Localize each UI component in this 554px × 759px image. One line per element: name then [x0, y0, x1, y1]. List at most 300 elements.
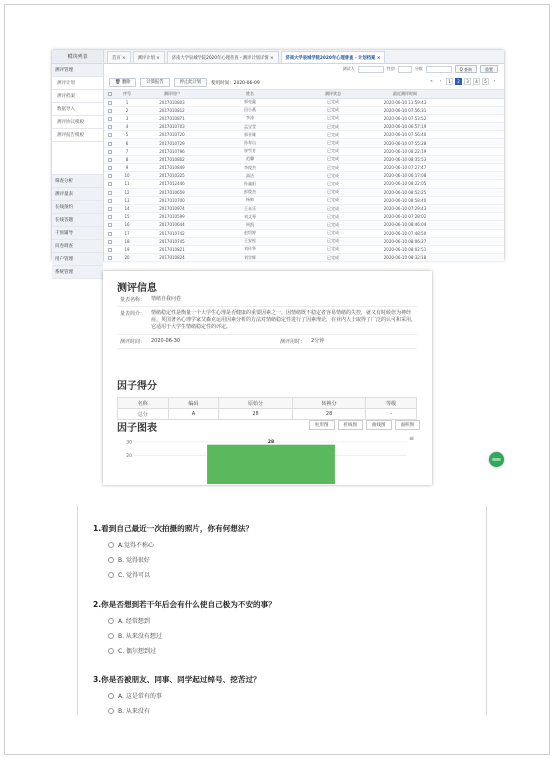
table-cell: 2020-06-10 08:22:05	[372, 180, 438, 188]
table-cell: 刘学辉	[206, 254, 294, 262]
intro-row	[117, 307, 417, 335]
column-header: 测评状态	[294, 90, 372, 98]
table-row[interactable]	[104, 147, 504, 155]
table-cell: 12	[116, 188, 138, 196]
sidebar-item[interactable]: 测评量表	[52, 188, 103, 201]
table-cell: 2	[116, 106, 138, 114]
table-cell-spacer	[438, 98, 504, 106]
column-header: 测评用户	[138, 90, 206, 98]
factor-cell: 28	[292, 409, 366, 420]
table-cell: 刘文琴	[206, 213, 294, 221]
table-cell-spacer	[438, 196, 504, 204]
pager-page[interactable]: 1	[446, 78, 453, 85]
row-checkbox[interactable]	[108, 240, 112, 244]
factor-chart	[117, 434, 417, 484]
table-cell: 16	[116, 221, 138, 229]
row-checkbox-cell	[104, 188, 116, 196]
table-cell: 高洁	[206, 172, 294, 180]
table-cell: 2020-06-10 06:17:08	[372, 172, 438, 180]
row-checkbox-cell	[104, 147, 116, 155]
column-header: 姓名	[206, 90, 294, 98]
table-row[interactable]	[104, 180, 504, 188]
radio-button[interactable]	[108, 572, 114, 578]
table-row[interactable]	[104, 204, 504, 212]
table-row[interactable]	[104, 131, 504, 139]
sidebar-item[interactable]: 在线预约	[52, 201, 103, 214]
table-cell: 17	[116, 229, 138, 237]
table-cell: 2020-06-10 07:29:43	[372, 204, 438, 212]
question-title: 2.你是否想到若干年后会有什么使自己极为不安的事？	[93, 600, 276, 609]
table-cell: 2020-06-10 08:02:51	[372, 245, 438, 253]
table-cell-spacer	[438, 106, 504, 114]
table-cell-spacer	[438, 188, 504, 196]
y-tick-label: 20	[126, 453, 132, 459]
table-cell: 已完成	[294, 229, 372, 237]
table-cell: 已完成	[294, 139, 372, 147]
question-block	[93, 674, 261, 715]
answer-option[interactable]	[93, 631, 276, 640]
scale-name-row	[117, 293, 417, 307]
table-cell: 周凯	[206, 221, 294, 229]
radio-button[interactable]	[108, 618, 114, 624]
row-checkbox[interactable]	[108, 248, 112, 252]
chart-type-button[interactable]: 曲线图	[366, 420, 392, 430]
select-all-checkbox[interactable]	[108, 92, 112, 96]
delete-button[interactable]: 🗑 删除	[109, 78, 136, 87]
table-cell: 2017010974	[138, 204, 206, 212]
sidebar-item[interactable]: 问卷调查	[52, 240, 103, 253]
column-header: 序号	[116, 90, 138, 98]
table-cell: 2017010599	[138, 213, 206, 221]
row-checkbox-cell	[104, 221, 116, 229]
row-checkbox-cell	[104, 123, 116, 131]
table-cell: 已完成	[294, 98, 372, 106]
row-checkbox[interactable]	[108, 101, 112, 105]
row-checkbox[interactable]	[108, 256, 112, 260]
chart-type-button[interactable]: 面积图	[395, 420, 421, 430]
table-cell: 2017010796	[138, 147, 206, 155]
pager-prev-icon[interactable]: ‹	[439, 78, 442, 83]
option-label: C. 觉得可以	[118, 572, 151, 579]
table-cell: 2017010659	[138, 188, 206, 196]
row-checkbox[interactable]	[108, 125, 112, 129]
row-checkbox[interactable]	[108, 150, 112, 154]
table-row[interactable]	[104, 213, 504, 221]
table-cell: 已完成	[294, 114, 372, 122]
factor-column-header: 编码	[168, 398, 219, 409]
row-checkbox[interactable]	[108, 199, 112, 203]
chart-type-button[interactable]: 柱形图	[309, 420, 335, 430]
duration-label: 测评用时：	[279, 339, 305, 345]
table-cell-spacer	[438, 229, 504, 237]
factor-row	[118, 409, 417, 420]
table-cell-spacer	[438, 172, 504, 180]
sidebar-item[interactable]: 系统管理	[52, 266, 103, 279]
search-label-user: 测试人	[342, 66, 355, 71]
pager-next-icon[interactable]: ›	[493, 78, 496, 83]
tab-bar	[104, 50, 504, 64]
table-cell: 3	[116, 114, 138, 122]
row-checkbox-cell	[104, 245, 116, 253]
pager	[428, 78, 498, 85]
table-cell: 2017010729	[138, 139, 206, 147]
header-checkbox-cell	[104, 90, 116, 98]
table-cell: 18	[116, 237, 138, 245]
table-row[interactable]	[104, 229, 504, 237]
table-cell: 孟宝莹	[206, 123, 294, 131]
table-cell: 10	[116, 172, 138, 180]
table-cell: 崔雪芳	[206, 147, 294, 155]
sidebar-item[interactable]: 筛查分析	[52, 175, 103, 188]
option-label: A. 这是常有的事	[118, 693, 162, 700]
table-cell-spacer	[438, 131, 504, 139]
table-cell: 2020-06-10 08:46:04	[372, 221, 438, 229]
table-cell: 15	[116, 213, 138, 221]
factor-cell: -	[366, 409, 417, 420]
table-cell: 2020-06-10 08:35:53	[372, 155, 438, 163]
search-user-input[interactable]	[358, 66, 384, 73]
query-button[interactable]: Q 查询	[455, 65, 477, 73]
table-cell: 已完成	[294, 188, 372, 196]
pager-page[interactable]: 3	[464, 78, 471, 85]
table-cell-spacer	[438, 164, 504, 172]
table-cell: 已完成	[294, 180, 372, 188]
answer-option[interactable]	[93, 691, 261, 700]
question-block	[93, 523, 253, 579]
row-checkbox[interactable]	[108, 191, 112, 195]
row-checkbox[interactable]	[108, 232, 112, 236]
table-row[interactable]	[104, 98, 504, 106]
row-checkbox-cell	[104, 114, 116, 122]
table-cell: 2017012446	[138, 180, 206, 188]
table-cell-spacer	[438, 180, 504, 188]
table-cell-spacer	[438, 123, 504, 131]
table-cell: 杨帅	[206, 196, 294, 204]
table-cell: 2017010802	[138, 155, 206, 163]
row-checkbox-cell	[104, 131, 116, 139]
row-checkbox-cell	[104, 237, 116, 245]
sidebar-item[interactable]: 在线答题	[52, 214, 103, 227]
row-checkbox-cell	[104, 204, 116, 212]
table-row[interactable]	[104, 155, 504, 163]
table-cell: 2020-06-10 07:56:31	[372, 106, 438, 114]
radio-button[interactable]	[108, 693, 114, 699]
stop-plan-button[interactable]: 停止此计划	[174, 78, 207, 87]
table-cell: 4	[116, 123, 138, 131]
scale-name-label: 量表名称：	[119, 297, 145, 303]
table-cell: 郭亚雄	[206, 131, 294, 139]
duration-value: 2分钟	[311, 338, 325, 344]
report-panel	[103, 271, 432, 485]
table-cell-spacer	[438, 237, 504, 245]
option-label: A. 经常想到	[118, 618, 150, 625]
row-checkbox[interactable]	[108, 117, 112, 121]
sidebar-item[interactable]: 干预辅导	[52, 227, 103, 240]
row-checkbox-cell	[104, 172, 116, 180]
radio-button[interactable]	[108, 648, 114, 654]
table-cell: 已完成	[294, 237, 372, 245]
table-cell: 已完成	[294, 196, 372, 204]
chart-type-button[interactable]: 折线图	[338, 420, 364, 430]
table-cell: 2020-06-10 08:52:25	[372, 188, 438, 196]
radio-button[interactable]	[108, 557, 114, 563]
table-cell-spacer	[438, 147, 504, 155]
table-row[interactable]	[104, 172, 504, 180]
radio-button[interactable]	[108, 542, 114, 548]
sidebar-header: 模块列表	[52, 50, 103, 64]
usage-date: 使用时间：2020-06-09	[211, 80, 260, 86]
table-cell: 2017010700	[138, 196, 206, 204]
table-cell-spacer	[438, 245, 504, 253]
radio-button[interactable]	[108, 633, 114, 639]
table-cell: 2020-06-10 07:27:47	[372, 164, 438, 172]
table-cell: 范馨	[206, 155, 294, 163]
table-cell: 已完成	[294, 164, 372, 172]
answer-option[interactable]	[93, 646, 276, 655]
sidebar	[52, 50, 104, 275]
option-label: A.觉得不称心	[118, 542, 154, 549]
table-cell: 已完成	[294, 204, 372, 212]
table-cell-spacer	[438, 213, 504, 221]
factor-section-title: 因子得分	[117, 381, 157, 392]
table-cell: 8	[116, 155, 138, 163]
row-checkbox[interactable]	[108, 223, 112, 227]
table-cell: 李涛	[206, 114, 294, 122]
table-cell: 李俊杰	[206, 164, 294, 172]
table-row[interactable]	[104, 245, 504, 253]
option-label: B. 从来没有	[118, 708, 150, 715]
table-cell-spacer	[438, 254, 504, 262]
table-cell: 2020-06-10 07:28:02	[372, 213, 438, 221]
search-bar	[343, 65, 498, 73]
table-row[interactable]	[104, 164, 504, 172]
row-checkbox-cell	[104, 254, 116, 262]
table-cell: 2020-06-10 07:56:40	[372, 131, 438, 139]
table-cell: 田小燕	[206, 106, 294, 114]
sidebar-gap	[52, 142, 103, 175]
row-checkbox-cell	[104, 98, 116, 106]
table-row[interactable]	[104, 188, 504, 196]
row-checkbox-cell	[104, 155, 116, 163]
table-cell: 2020-06-10 07:53:52	[372, 114, 438, 122]
row-checkbox[interactable]	[108, 174, 112, 178]
sidebar-item[interactable]: 测评报告模板	[52, 129, 103, 142]
table-cell-spacer	[438, 221, 504, 229]
table-row[interactable]	[104, 106, 504, 114]
table-cell: 2020-06-10 06:57:19	[372, 123, 438, 131]
table-cell: 14	[116, 204, 138, 212]
pager-page[interactable]: 4	[473, 78, 480, 85]
gender-select[interactable]	[398, 66, 412, 73]
table-cell: 11	[116, 180, 138, 188]
answer-option[interactable]	[93, 555, 253, 564]
table-cell: 2020-06-10 07:48:50	[372, 229, 438, 237]
tab-item[interactable]: 测评计划 ×	[133, 51, 165, 63]
factor-cell: A	[168, 409, 219, 420]
table-cell: 2020-06-10 11:59:43	[372, 98, 438, 106]
tab-item[interactable]: 首页 ×	[107, 51, 131, 63]
factor-column-header: 名称	[118, 398, 169, 409]
compute-report-button[interactable]: 计算报告	[140, 78, 169, 87]
table-cell: 已完成	[294, 123, 372, 131]
bar-data-label: 28	[267, 440, 275, 446]
row-checkbox[interactable]	[108, 133, 112, 137]
table-cell: 2020-06-10 08:58:40	[372, 196, 438, 204]
table-cell: 已完成	[294, 213, 372, 221]
search-label-gender: 性别	[386, 66, 395, 71]
table-row[interactable]	[104, 114, 504, 122]
table-cell: 已完成	[294, 155, 372, 163]
factor-cell: 28	[219, 409, 293, 420]
answer-option[interactable]	[93, 540, 253, 549]
row-checkbox[interactable]	[108, 158, 112, 162]
tab-item[interactable]: 济南大学泉城学院2020年心理普查 - 计划档案 ×	[281, 51, 386, 63]
table-cell: 孙鑫阳	[206, 180, 294, 188]
table-cell: 王未乐	[206, 204, 294, 212]
column-header: 最近测评时间	[372, 90, 438, 98]
time-label: 测评时间：	[119, 339, 145, 345]
admin-panel	[52, 50, 504, 275]
table-cell: 20	[116, 254, 138, 262]
table-cell: 2020-06-10 08:22:19	[372, 147, 438, 155]
table-cell: 2017010824	[138, 254, 206, 262]
pager-page[interactable]: 2	[455, 78, 462, 85]
table-cell-spacer	[438, 114, 504, 122]
table-cell: 13	[116, 196, 138, 204]
table-cell: 2017010644	[138, 221, 206, 229]
table-row[interactable]	[104, 254, 504, 262]
option-label: C. 偶尔想到过	[118, 648, 157, 655]
table-cell: 19	[116, 245, 138, 253]
row-checkbox-cell	[104, 139, 116, 147]
row-checkbox-cell	[104, 229, 116, 237]
table-cell: 刘传华	[206, 245, 294, 253]
factor-cell: 总分	[118, 409, 169, 420]
answer-option[interactable]	[93, 706, 261, 715]
chart-menu-icon: ≡	[409, 435, 415, 442]
question-block	[93, 599, 276, 655]
table-cell: 9	[116, 164, 138, 172]
reset-button[interactable]: 重置	[480, 65, 498, 73]
table-cell: 2017010720	[138, 131, 206, 139]
table-cell: 已完成	[294, 221, 372, 229]
table-cell: 2020-06-10 08:06:27	[372, 237, 438, 245]
factor-column-header: 原始分	[219, 398, 293, 409]
tab-item[interactable]: 济南大学泉城学院2020年心理普查 - 测评计划详情 ×	[167, 51, 279, 63]
table-cell: 5	[116, 131, 138, 139]
table-cell: 已完成	[294, 147, 372, 155]
table-cell: 郭亮鑫	[206, 98, 294, 106]
row-checkbox[interactable]	[108, 215, 112, 219]
row-checkbox-cell	[104, 213, 116, 221]
row-checkbox-cell	[104, 164, 116, 172]
table-cell: 2020-06-10 07:55:28	[372, 139, 438, 147]
table-cell: 2017010745	[138, 237, 206, 245]
table-cell: 彭俊杰	[206, 188, 294, 196]
factor-column-header: 转换分	[292, 398, 366, 409]
table-cell: 2017010803	[138, 98, 206, 106]
pager-page[interactable]: 5	[482, 78, 489, 85]
info-section-title: 测评信息	[117, 283, 157, 294]
table-cell: 已完成	[294, 245, 372, 253]
row-checkbox[interactable]	[108, 166, 112, 170]
answer-option[interactable]	[93, 570, 253, 579]
row-checkbox[interactable]	[108, 142, 112, 146]
radio-button[interactable]	[108, 708, 114, 714]
row-checkbox[interactable]	[108, 182, 112, 186]
table-cell: 6	[116, 139, 138, 147]
table-row[interactable]	[104, 196, 504, 204]
answer-option[interactable]	[93, 616, 276, 625]
table-cell-spacer	[438, 204, 504, 212]
table-cell: 孙寿山	[206, 139, 294, 147]
table-cell: 赵绍婷	[206, 229, 294, 237]
row-checkbox[interactable]	[108, 207, 112, 211]
table-cell: 2017010821	[138, 245, 206, 253]
chart-bar	[207, 445, 335, 484]
floating-action-button[interactable]	[489, 452, 504, 467]
option-label: B. 从来没有想过	[118, 633, 162, 640]
info-block	[117, 293, 417, 349]
questionnaire-panel	[77, 506, 487, 715]
main-area	[104, 50, 504, 260]
table-cell: 2017010703	[138, 123, 206, 131]
sidebar-item[interactable]: 用户管理	[52, 253, 103, 266]
table-cell: 2017010742	[138, 229, 206, 237]
table-cell: 7	[116, 147, 138, 155]
y-tick-label: 30	[126, 440, 132, 446]
score-input[interactable]	[426, 66, 452, 73]
intro-value: 情绪稳定性是衡量一个大学生心理是否健康的重要因素之一。因情绪既不稳定者容易情绪的失控，就又有时候倍为神经症。英国著名心理学家艾森克运用因素分析的方法对情绪稳定性进行了因素理论，在业内人士取得了广泛的认可和采用，它适用于大学生情绪稳定性的评定。	[151, 310, 417, 330]
table-cell: 1	[116, 98, 138, 106]
intro-label: 量表简介：	[119, 311, 145, 317]
table-cell: 2017010325	[138, 172, 206, 180]
table-cell: 2017010812	[138, 106, 206, 114]
table-cell: 王安松	[206, 237, 294, 245]
row-checkbox-cell	[104, 196, 116, 204]
table-row[interactable]	[104, 237, 504, 245]
sidebar-item[interactable]: 测评计划	[52, 77, 103, 90]
sidebar-item[interactable]: 测评管理	[52, 64, 103, 77]
pager-first-icon[interactable]: «	[430, 78, 433, 83]
sidebar-item[interactable]: 测评协议模板	[52, 116, 103, 129]
option-label: B. 觉得很好	[118, 557, 150, 564]
sidebar-item[interactable]: 测评档案	[52, 90, 103, 103]
row-checkbox[interactable]	[108, 109, 112, 113]
table-row[interactable]	[104, 139, 504, 147]
sidebar-item[interactable]: 数据导入	[52, 103, 103, 116]
table-cell: 2017010871	[138, 114, 206, 122]
time-row	[117, 335, 417, 349]
column-header-spacer	[438, 90, 504, 98]
time-value: 2020-06-30	[151, 338, 181, 344]
chart-type-buttons	[309, 420, 420, 430]
row-checkbox-cell	[104, 106, 116, 114]
table-cell: 2017010849	[138, 164, 206, 172]
factor-column-header: 等级	[366, 398, 417, 409]
table-cell: 2020-06-10 08:32:18	[372, 254, 438, 262]
table-cell: 已完成	[294, 254, 372, 262]
chart-section-title: 因子图表	[117, 423, 157, 434]
table-cell: 已完成	[294, 131, 372, 139]
table-row[interactable]	[104, 221, 504, 229]
search-label-score: 分数	[414, 66, 423, 71]
scale-name-value: 情绪自我问卷	[151, 296, 182, 302]
row-checkbox-cell	[104, 180, 116, 188]
table-row[interactable]	[104, 123, 504, 131]
table-cell: 已完成	[294, 172, 372, 180]
factor-table	[117, 397, 417, 420]
